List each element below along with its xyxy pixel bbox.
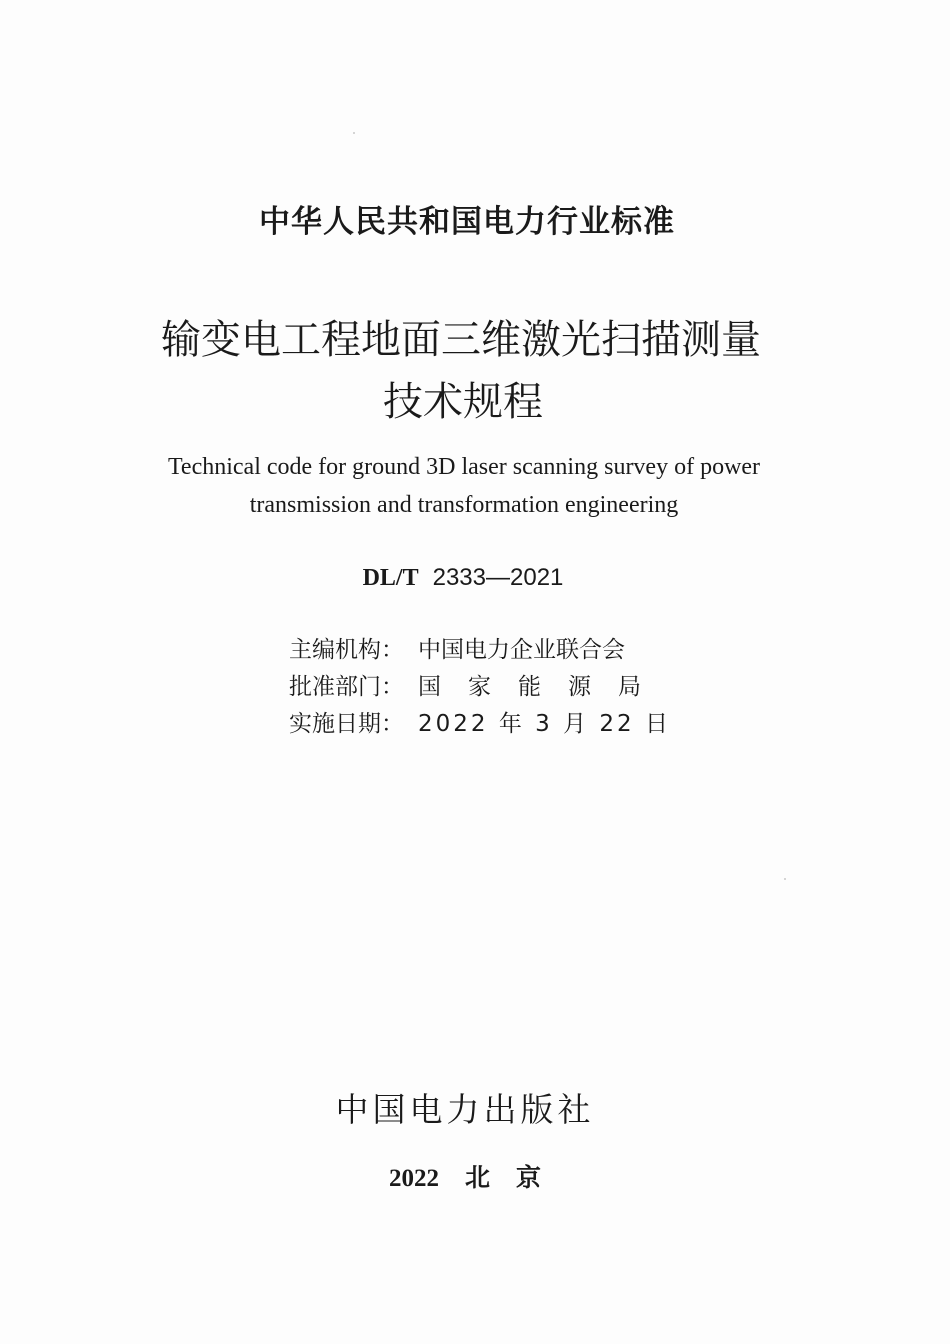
scan-speck	[353, 132, 355, 134]
issuance-info	[289, 632, 671, 743]
editor-value: 中国电力企业联合会	[418, 637, 625, 663]
editor-row	[289, 632, 671, 669]
standard-code-prefix: DL/T	[362, 565, 419, 591]
title-english-line-2: transmission and transformation engineering	[249, 492, 679, 518]
standard-code-number: 2333—2021	[432, 564, 564, 591]
title-chinese-line-1: 输变电工程地面三维激光扫描测量	[161, 317, 761, 363]
scan-speck	[784, 878, 786, 880]
publisher-name: 中国电力出版社	[335, 1090, 595, 1129]
title-chinese-line-2: 技术规程	[383, 379, 543, 425]
approver-row	[289, 669, 671, 706]
publication-city: 北京	[464, 1163, 567, 1192]
effective-date-value: 2022 年 3 月 22 日	[418, 711, 671, 737]
title-english-line-1: Technical code for ground 3D laser scanning survey of power	[167, 454, 761, 480]
approver-value: 国家能源局	[418, 674, 668, 700]
publication-place	[0, 1158, 940, 1194]
effective-date-row	[289, 706, 671, 743]
approver-label: 批准部门：	[289, 674, 404, 700]
industry-standard-heading: 中华人民共和国电力行业标准	[259, 204, 675, 240]
publication-year: 2022	[388, 1165, 439, 1192]
standard-code	[0, 563, 938, 592]
effective-date-label: 实施日期：	[289, 711, 404, 737]
editor-label: 主编机构：	[289, 637, 404, 663]
